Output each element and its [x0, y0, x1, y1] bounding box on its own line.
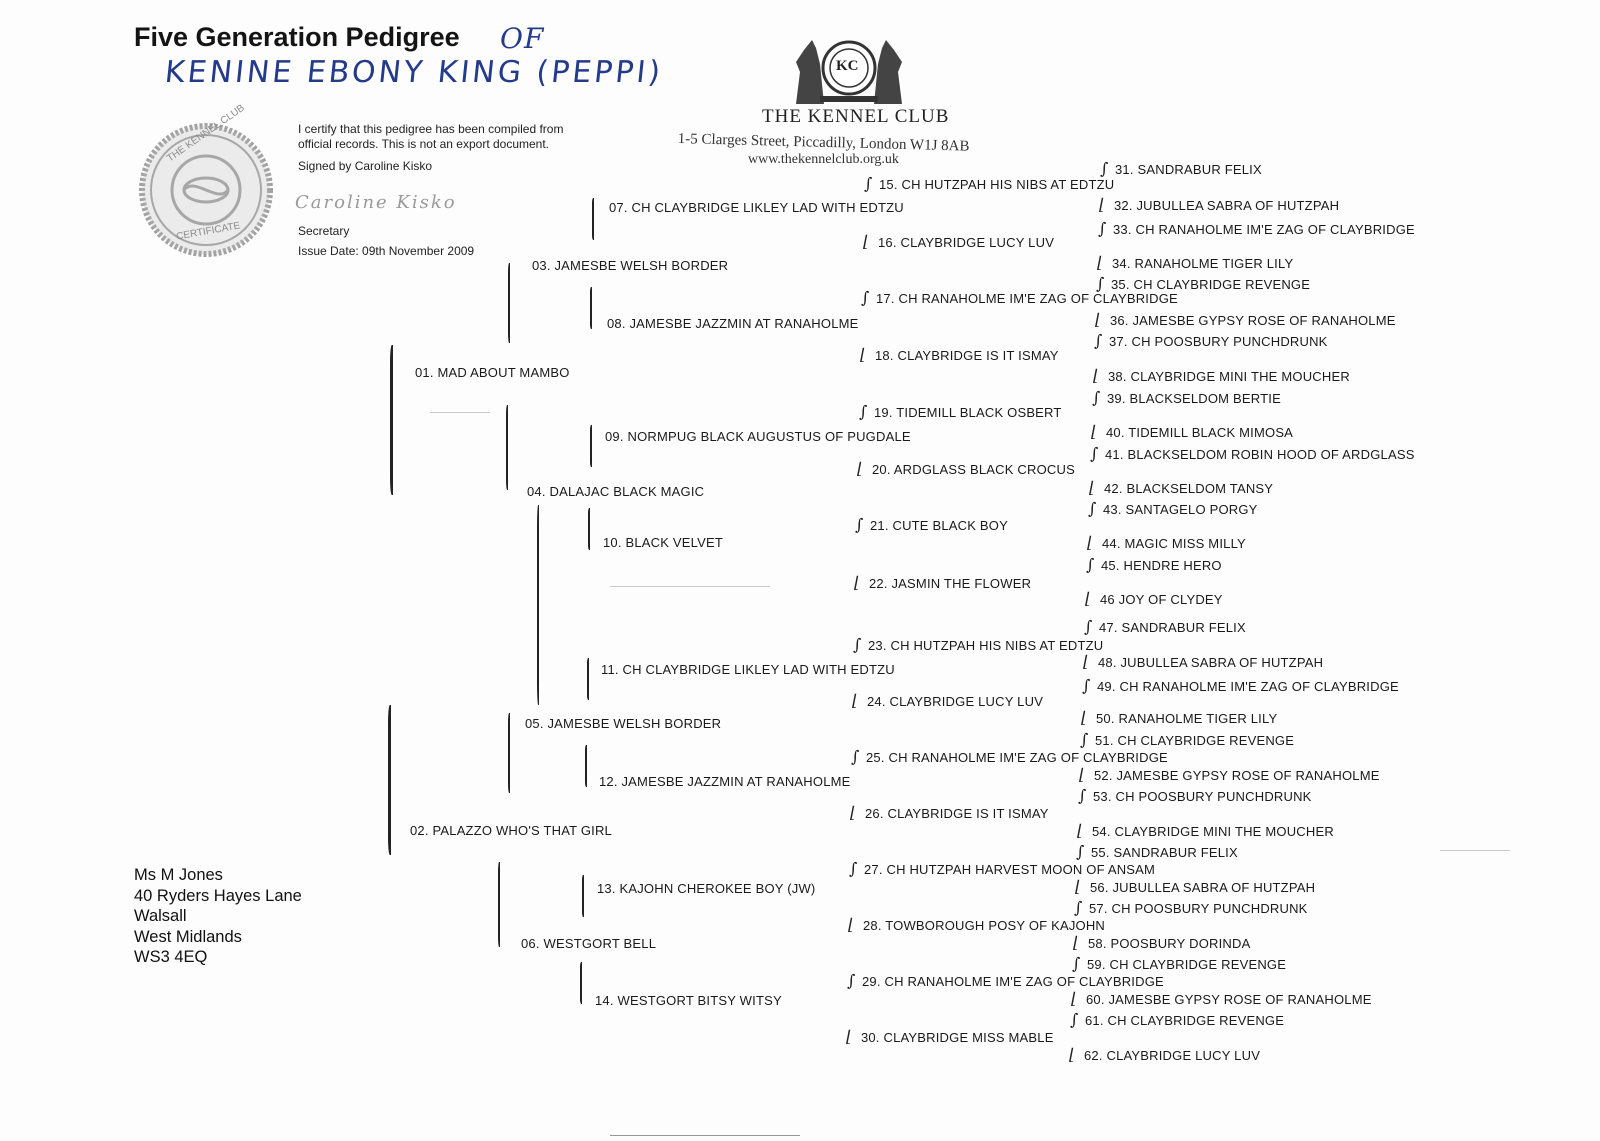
bracket-mark: ∫ — [1072, 954, 1081, 973]
bracket-mark: ⌊ — [850, 803, 857, 822]
bracket-mark: ∫ — [859, 402, 868, 421]
bracket-mark: ⌊ — [1077, 821, 1084, 840]
kennel-club-name: THE KENNEL CLUB — [762, 106, 950, 127]
pedigree-gen4-18: 18. CLAYBRIDGE IS IT ISMAY — [875, 348, 1059, 363]
pedigree-gen5-31: 31. SANDRABUR FELIX — [1115, 162, 1262, 177]
bracket-gen3-7 — [582, 875, 584, 917]
bracket-mark: ∫ — [864, 174, 873, 193]
pedigree-gen3-12: 12. JAMESBE JAZZMIN AT RANAHOLME — [599, 774, 851, 789]
pedigree-gen5-61: 61. CH CLAYBRIDGE REVENGE — [1085, 1013, 1285, 1028]
bracket-gen1-top — [390, 345, 393, 495]
kc-logo-letters: KC — [836, 58, 859, 74]
seal-ring-top: THE KENNEL CLUB — [165, 102, 247, 165]
certify-line-1: I certify that this pedigree has been compiled from — [298, 122, 564, 136]
bracket-mark: ⌊ — [863, 232, 870, 251]
kennel-club-seal — [138, 122, 274, 258]
pedigree-gen5-36: 36. JAMESBE GYPSY ROSE OF RANAHOLME — [1110, 313, 1396, 328]
pedigree-gen2-04: 04. DALAJAC BLACK MAGIC — [527, 484, 705, 499]
scan-speck — [610, 1135, 800, 1136]
bracket-mark: ∫ — [1088, 499, 1097, 518]
bracket-gen3-2 — [590, 287, 592, 329]
pedigree-gen5-57: 57. CH POOSBURY PUNCHDRUNK — [1089, 901, 1308, 916]
pedigree-gen2-06: 06. WESTGORT BELL — [521, 936, 657, 951]
pedigree-gen5-54: 54. CLAYBRIDGE MINI THE MOUCHER — [1092, 824, 1334, 839]
bracket-mark: ∫ — [851, 747, 860, 766]
pedigree-gen5-51: 51. CH CLAYBRIDGE REVENGE — [1095, 733, 1295, 748]
pedigree-gen3-07: 07. CH CLAYBRIDGE LIKLEY LAD WITH EDTZU — [609, 200, 904, 215]
pedigree-gen5-33: 33. CH RANAHOLME IM'E ZAG OF CLAYBRIDGE — [1113, 222, 1415, 237]
owner-name: Ms M Jones — [134, 866, 223, 884]
handwritten-of: OF — [500, 22, 545, 55]
pedigree-gen4-28: 28. TOWBOROUGH POSY OF KAJOHN — [863, 918, 1106, 933]
bracket-mark: ∫ — [1098, 219, 1107, 238]
bracket-mark: ∫ — [1096, 274, 1105, 293]
bracket-mark: ⌊ — [1091, 422, 1098, 441]
bracket-mark: ∫ — [861, 288, 870, 307]
pedigree-gen4-30: 30. CLAYBRIDGE MISS MABLE — [861, 1030, 1054, 1045]
pedigree-gen5-53: 53. CH POOSBURY PUNCHDRUNK — [1093, 789, 1312, 804]
bracket-gen3-6 — [585, 745, 587, 787]
bracket-mark: ⌊ — [1093, 366, 1100, 385]
pedigree-gen5-49: 49. CH RANAHOLME IM'E ZAG OF CLAYBRIDGE — [1097, 679, 1399, 694]
pedigree-gen4-16: 16. CLAYBRIDGE LUCY LUV — [878, 235, 1055, 250]
pedigree-gen4-24: 24. CLAYBRIDGE LUCY LUV — [867, 694, 1044, 709]
signature: Caroline Kisko — [295, 192, 457, 213]
handwritten-dog-name: KENINE EBONY KING (PEPPI) — [163, 55, 665, 90]
owner-county: West Midlands — [134, 927, 242, 946]
bracket-mark: ⌊ — [1099, 195, 1106, 214]
bracket-mark: ∫ — [1080, 730, 1089, 749]
bracket-gen3-1 — [592, 198, 594, 240]
pedigree-gen2-05: 05. JAMESBE WELSH BORDER — [525, 716, 722, 731]
bracket-gen3-4 — [588, 508, 590, 550]
pedigree-gen3-14: 14. WESTGORT BITSY WITSY — [595, 993, 782, 1008]
owner-address — [134, 865, 302, 968]
bracket-mark: ∫ — [1086, 555, 1095, 574]
seal-ring-bottom: CERTIFICATE — [175, 220, 242, 243]
pedigree-gen4-29: 29. CH RANAHOLME IM'E ZAG OF CLAYBRIDGE — [862, 974, 1164, 989]
page-title: Five Generation Pedigree — [134, 22, 460, 52]
owner-street: 40 Ryders Hayes Lane — [134, 886, 302, 905]
pedigree-gen4-20: 20. ARDGLASS BLACK CROCUS — [872, 462, 1075, 477]
bracket-mark: ⌊ — [848, 915, 855, 934]
pedigree-gen3-10: 10. BLACK VELVET — [603, 535, 724, 550]
pedigree-gen5-60: 60. JAMESBE GYPSY ROSE OF RANAHOLME — [1086, 992, 1372, 1007]
bracket-mark: ∫ — [847, 971, 856, 990]
pedigree-gen5-37: 37. CH POOSBURY PUNCHDRUNK — [1109, 334, 1328, 349]
pedigree-gen5-43: 43. SANTAGELO PORGY — [1103, 502, 1258, 517]
bracket-mark: ⌊ — [1069, 1045, 1076, 1064]
bracket-mark: ∫ — [1094, 331, 1103, 350]
pedigree-gen4-19: 19. TIDEMILL BLACK OSBERT — [874, 405, 1062, 420]
pedigree-gen4-22: 22. JASMIN THE FLOWER — [869, 576, 1032, 591]
bracket-gen2-3 — [537, 505, 539, 705]
issue-date: Issue Date: 09th November 2009 — [298, 244, 475, 258]
bracket-gen2-1 — [508, 263, 510, 343]
bracket-mark: ⌊ — [846, 1027, 853, 1046]
pedigree-gen5-46: 46 JOY OF CLYDEY — [1100, 592, 1223, 607]
pedigree-gen5-34: 34. RANAHOLME TIGER LILY — [1112, 256, 1294, 271]
pedigree-gen5-47: 47. SANDRABUR FELIX — [1099, 620, 1246, 635]
pedigree-gen4-27: 27. CH HUTZPAH HARVEST MOON OF ANSAM — [864, 862, 1156, 877]
pedigree-gen5-41: 41. BLACKSELDOM ROBIN HOOD OF ARDGLASS — [1105, 447, 1415, 462]
pedigree-gen1-01: 01. MAD ABOUT MAMBO — [415, 365, 570, 380]
bracket-mark: ∫ — [853, 635, 862, 654]
secretary-role: Secretary — [298, 224, 350, 238]
scan-speck — [430, 412, 490, 413]
pedigree-gen5-59: 59. CH CLAYBRIDGE REVENGE — [1087, 957, 1287, 972]
pedigree-gen5-32: 32. JUBULLEA SABRA OF HUTZPAH — [1114, 198, 1340, 213]
pedigree-gen3-13: 13. KAJOHN CHEROKEE BOY (JW) — [597, 881, 816, 896]
pedigree-gen5-45: 45. HENDRE HERO — [1101, 558, 1222, 573]
pedigree-gen3-08: 08. JAMESBE JAZZMIN AT RANAHOLME — [607, 316, 859, 331]
pedigree-gen5-40: 40. TIDEMILL BLACK MIMOSA — [1106, 425, 1294, 440]
bracket-mark: ∫ — [1076, 842, 1085, 861]
bracket-mark: ∫ — [1082, 676, 1091, 695]
pedigree-gen5-42: 42. BLACKSELDOM TANSY — [1104, 481, 1274, 496]
pedigree-gen4-25: 25. CH RANAHOLME IM'E ZAG OF CLAYBRIDGE — [866, 750, 1168, 765]
kennel-club-address: 1-5 Clarges Street, Piccadilly, London W1J 8AB — [677, 131, 970, 155]
bracket-mark: ⌊ — [860, 345, 867, 364]
bracket-mark: ⌊ — [854, 573, 861, 592]
pedigree-gen5-38: 38. CLAYBRIDGE MINI THE MOUCHER — [1108, 369, 1350, 384]
pedigree-gen5-55: 55. SANDRABUR FELIX — [1091, 845, 1238, 860]
bracket-mark: ⌊ — [1081, 708, 1088, 727]
bracket-mark: ⌊ — [1085, 589, 1092, 608]
bracket-mark: ⌊ — [1071, 989, 1078, 1008]
bracket-mark: ∫ — [1084, 617, 1093, 636]
bracket-mark: ⌊ — [1095, 310, 1102, 329]
bracket-mark: ⌊ — [1089, 478, 1096, 497]
pedigree-gen4-21: 21. CUTE BLACK BOY — [870, 518, 1008, 533]
bracket-mark: ⌊ — [1087, 533, 1094, 552]
bracket-mark: ⌊ — [1097, 253, 1104, 272]
bracket-mark: ⌊ — [1073, 933, 1080, 952]
bracket-gen1-bottom — [388, 705, 391, 855]
bracket-gen2-5 — [498, 862, 500, 947]
pedigree-gen3-09: 09. NORMPUG BLACK AUGUSTUS OF PUGDALE — [605, 429, 911, 444]
pedigree-gen4-15: 15. CH HUTZPAH HIS NIBS AT EDTZU — [879, 177, 1115, 192]
bracket-mark: ∫ — [849, 859, 858, 878]
kennel-club-website: www.thekennelclub.org.uk — [748, 152, 899, 167]
pedigree-gen5-44: 44. MAGIC MISS MILLY — [1102, 536, 1246, 551]
pedigree-gen5-39: 39. BLACKSELDOM BERTIE — [1107, 391, 1281, 406]
pedigree-gen1-02: 02. PALAZZO WHO'S THAT GIRL — [410, 823, 612, 838]
pedigree-gen4-17: 17. CH RANAHOLME IM'E ZAG OF CLAYBRIDGE — [876, 291, 1178, 306]
pedigree-gen5-52: 52. JAMESBE GYPSY ROSE OF RANAHOLME — [1094, 768, 1380, 783]
bracket-gen3-8 — [580, 962, 582, 1004]
pedigree-gen5-62: 62. CLAYBRIDGE LUCY LUV — [1084, 1048, 1261, 1063]
bracket-gen2-2 — [506, 405, 508, 490]
bracket-mark: ⌊ — [857, 459, 864, 478]
owner-postcode: WS3 4EQ — [134, 948, 208, 966]
pedigree-gen5-58: 58. POOSBURY DORINDA — [1088, 936, 1251, 951]
bracket-mark: ⌊ — [852, 691, 859, 710]
bracket-mark: ∫ — [855, 515, 864, 534]
scan-speck — [610, 586, 770, 587]
bracket-mark: ∫ — [1100, 159, 1109, 178]
owner-town: Walsall — [134, 907, 187, 925]
bracket-mark: ∫ — [1090, 444, 1099, 463]
bracket-mark: ∫ — [1078, 786, 1087, 805]
pedigree-gen4-26: 26. CLAYBRIDGE IS IT ISMAY — [865, 806, 1049, 821]
scan-speck — [1440, 850, 1510, 851]
pedigree-gen5-48: 48. JUBULLEA SABRA OF HUTZPAH — [1098, 655, 1324, 670]
bracket-mark: ∫ — [1070, 1010, 1079, 1029]
pedigree-gen3-11: 11. CH CLAYBRIDGE LIKLEY LAD WITH EDTZU — [601, 662, 895, 677]
pedigree-gen2-03: 03. JAMESBE WELSH BORDER — [532, 258, 729, 273]
bracket-mark: ⌊ — [1075, 877, 1082, 896]
bracket-mark: ∫ — [1074, 898, 1083, 917]
pedigree-gen4-23: 23. CH HUTZPAH HIS NIBS AT EDTZU — [868, 638, 1104, 653]
certify-line-2: official records. This is not an export document. — [298, 137, 550, 151]
bracket-gen3-5 — [587, 658, 589, 700]
bracket-mark: ⌊ — [1079, 765, 1086, 784]
pedigree-gen5-56: 56. JUBULLEA SABRA OF HUTZPAH — [1090, 880, 1316, 895]
pedigree-gen5-50: 50. RANAHOLME TIGER LILY — [1096, 711, 1278, 726]
bracket-gen3-3 — [590, 425, 592, 467]
pedigree-gen5-35: 35. CH CLAYBRIDGE REVENGE — [1111, 277, 1311, 292]
bracket-gen2-4 — [508, 713, 510, 793]
signed-by: Signed by Caroline Kisko — [298, 159, 433, 173]
bracket-mark: ∫ — [1092, 388, 1101, 407]
bracket-mark: ⌊ — [1083, 652, 1090, 671]
